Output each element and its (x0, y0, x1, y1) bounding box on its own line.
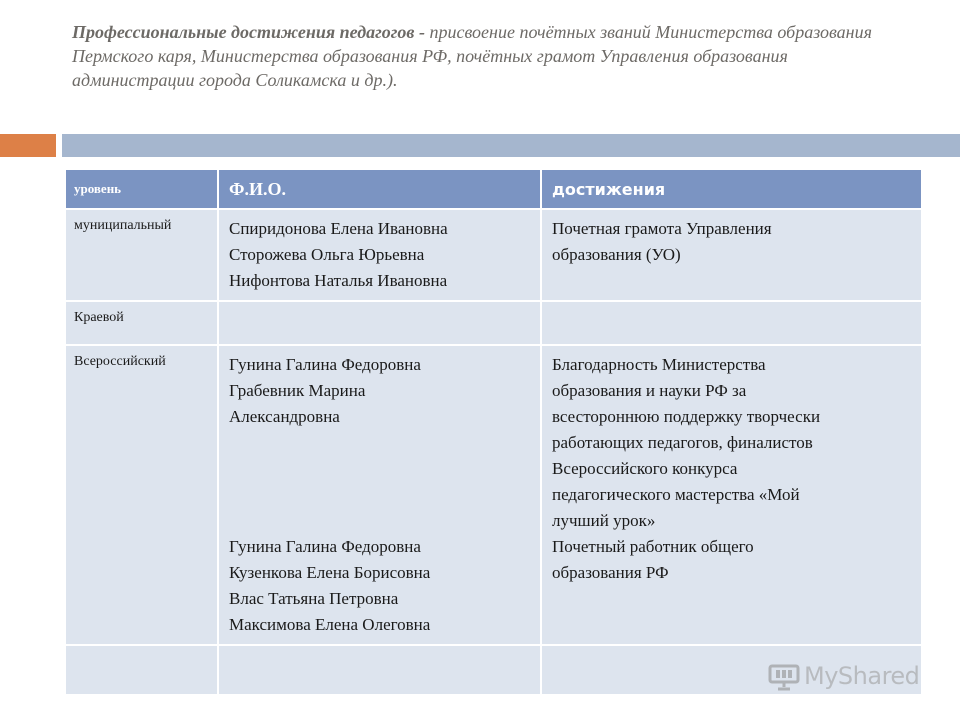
achievement-line: Благодарность Министерства (552, 355, 766, 374)
table-row-regional (65, 301, 922, 345)
table-header-row (65, 169, 922, 209)
achievement-line: Почетный работник общего (552, 537, 754, 556)
slide-title (72, 20, 902, 92)
name-line: Гунина Галина Федоровна (229, 537, 421, 556)
name-line: Кузенкова Елена Борисовна (229, 563, 431, 582)
achievement-cell (541, 301, 922, 345)
header-level: уровень (65, 169, 218, 209)
achievements-table (64, 168, 923, 696)
names-cell (218, 209, 541, 301)
achievement-line: педагогического мастерства «Мой (552, 485, 800, 504)
level-cell: муниципальный (65, 209, 218, 301)
name-line: Гунина Галина Федоровна (229, 355, 421, 374)
accent-bar-blue (62, 134, 960, 157)
header-name: Ф.И.О. (218, 169, 541, 209)
achievement-line: работающих педагогов, финалистов (552, 433, 813, 452)
slide-title-rest: присвоение почётных званий Министерства образования Пермского каря, Министерства образования РФ, почётных грамот Управления образования администрации города Соликамска и др.). (72, 22, 872, 90)
slide-title-lead: Профессиональные достижения педагогов - (72, 22, 425, 42)
presentation-board-icon (768, 660, 800, 692)
table-row-municipal (65, 209, 922, 301)
name-line: Сторожева Ольга Юрьевна (229, 245, 425, 264)
level-cell: Всероссийский (65, 345, 218, 645)
level-cell (65, 645, 218, 695)
achievement-line: всестороннюю поддержку творчески (552, 407, 821, 426)
names-cell (218, 645, 541, 695)
header-achievement: достижения (541, 169, 922, 209)
myshared-watermark (768, 656, 928, 696)
achievement-line: образования РФ (552, 563, 669, 582)
watermark-text: MyShared (804, 662, 920, 690)
name-group-spacer (229, 430, 530, 534)
name-line: Александровна (229, 407, 340, 426)
name-line: Нифонтова Наталья Ивановна (229, 271, 448, 290)
name-line: Влас Татьяна Петровна (229, 589, 399, 608)
names-cell (218, 345, 541, 645)
names-cell (218, 301, 541, 345)
achievement-line: образования и науки РФ за (552, 381, 747, 400)
accent-bar-orange (0, 134, 56, 157)
name-line: Спиридонова Елена Ивановна (229, 219, 448, 238)
achievement-line: лучший урок» (552, 511, 656, 530)
achievement-line: Всероссийского конкурса (552, 459, 738, 478)
achievement-line: образования (УО) (552, 245, 681, 264)
achievement-cell (541, 209, 922, 301)
table-row-all-russian (65, 345, 922, 645)
name-line: Максимова Елена Олеговна (229, 615, 431, 634)
name-line: Грабевник Марина (229, 381, 366, 400)
achievement-line: Почетная грамота Управления (552, 219, 772, 238)
level-cell: Краевой (65, 301, 218, 345)
achievement-cell (541, 345, 922, 645)
